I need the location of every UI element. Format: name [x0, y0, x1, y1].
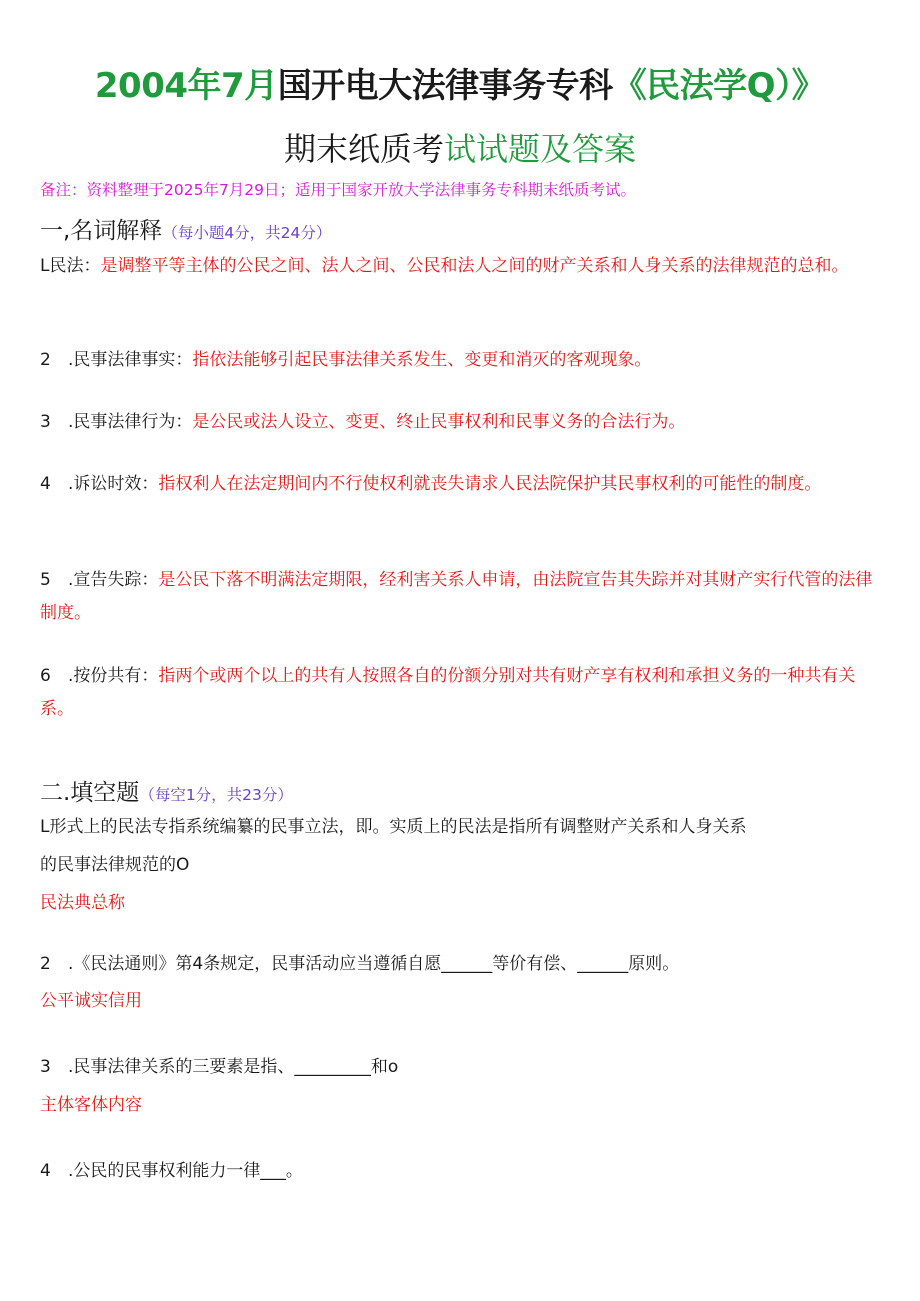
item-answer: 指两个或两个以上的共有人按照各自的份额分别对共有财产享有权利和承担义务的一种共有关系。 [40, 666, 856, 719]
item-term: .民事法律事实： [68, 350, 193, 370]
item-answer: 是公民或法人设立、变更、终止民事权利和民事义务的合法行为。 [192, 412, 686, 432]
item-number: 5 [40, 570, 51, 590]
item-term: L民法： [40, 256, 101, 276]
question-3-answer: 主体客体内容 [40, 1095, 142, 1115]
section-title: 二.填空题 [40, 780, 140, 806]
question-text: .《民法通则》第4条规定，民事活动应当遵循自愿______等价有偿、______原则。 [68, 954, 680, 974]
title-school: 国开电大法律事务专科 [277, 66, 613, 106]
item-number: 6 [40, 666, 51, 686]
definition-item [40, 406, 880, 439]
section-heading-definitions [40, 212, 331, 245]
document-title-line2 [0, 124, 920, 170]
title-date: 2004年7月 [94, 66, 278, 106]
question-1-line2: 的民事法律规范的O [40, 855, 190, 875]
definition-item [40, 564, 880, 630]
question-number: 2 [40, 954, 51, 974]
question-number: 4 [40, 1161, 51, 1181]
section-points: （每小题4分，共24分） [162, 224, 332, 242]
question-3 [40, 1056, 880, 1078]
item-number: 3 [40, 412, 51, 432]
question-2-answer: 公平诚实信用 [40, 991, 142, 1011]
question-1-answer: 民法典总称 [40, 893, 125, 913]
section-points: （每空1分，共23分） [139, 786, 293, 804]
item-number: 4 [40, 474, 51, 494]
question-text: .公民的民事权利能力一律___。 [68, 1161, 303, 1181]
definition-item [40, 250, 880, 283]
definition-item [40, 468, 880, 501]
question-number: 3 [40, 1057, 51, 1077]
document-title-line1 [0, 58, 920, 107]
title-exam-type: 期末纸质考 [283, 130, 444, 168]
item-number: 2 [40, 350, 51, 370]
item-answer: 是公民下落不明满法定期限，经利害关系人申请，由法院宣告其失踪并对其财产实行代管的法律制度。 [40, 570, 873, 623]
definition-item [40, 344, 880, 377]
item-term: .诉讼时效： [68, 474, 159, 494]
title-suffix: 试试题及答案 [444, 130, 637, 168]
item-term: .宣告失踪： [68, 570, 159, 590]
item-term: .民事法律行为： [68, 412, 193, 432]
question-1-line1: L形式上的民法专指系统编纂的民事立法，即。实质上的民法是指所有调整财产关系和人身关系 [40, 817, 747, 837]
title-course: 《民法学Q）》 [612, 66, 826, 106]
section-title: 一,名词解释 [40, 218, 163, 244]
remark-note: 备注：资料整理于2025年7月29日；适用于国家开放大学法律事务专科期末纸质考试。 [40, 181, 637, 199]
item-answer: 是调整平等主体的公民之间、法人之间、公民和法人之间的财产关系和人身关系的法律规范的总和。 [100, 256, 849, 276]
item-term: .按份共有： [68, 666, 159, 686]
section-heading-fill-in [40, 774, 293, 807]
item-answer: 指权利人在法定期间内不行使权利就丧失请求人民法院保护其民事权利的可能性的制度。 [158, 474, 822, 494]
question-2 [40, 953, 880, 975]
item-answer: 指依法能够引起民事法律关系发生、变更和消灭的客观现象。 [192, 350, 652, 370]
question-4 [40, 1160, 880, 1182]
definition-item [40, 660, 880, 726]
question-text: .民事法律关系的三要素是指、_________和o [68, 1057, 399, 1077]
